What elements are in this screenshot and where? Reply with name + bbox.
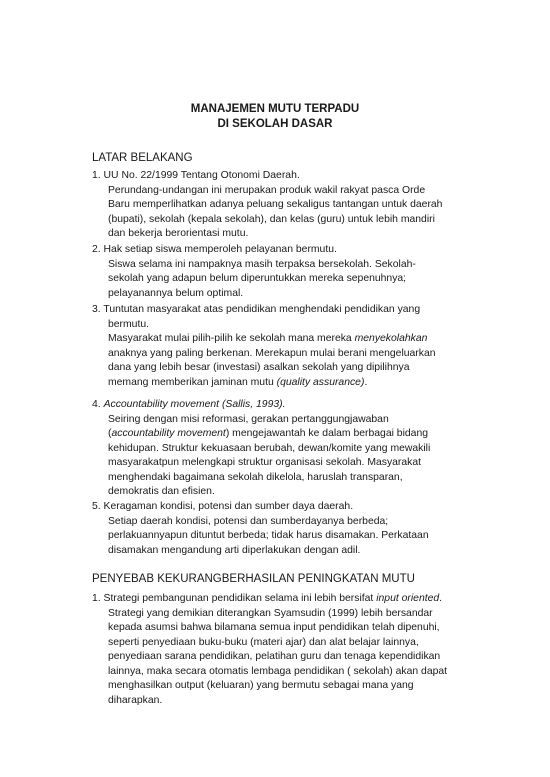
paragraph-line: diharapkan. xyxy=(108,694,163,706)
paragraph-line xyxy=(92,332,462,347)
paragraph-line: anaknya yang paling berkenan. Merekapun mulai berani mengeluarkan xyxy=(108,347,436,359)
paragraph-line: seperti penyediaan buku-buku (materi ajar) dan alat belajar lainnya, xyxy=(108,636,419,648)
text-run: . xyxy=(439,593,443,604)
document-title-line-1: MANAJEMEN MUTU TERPADU xyxy=(190,103,360,115)
list-item-1 xyxy=(92,169,462,242)
list-item-4 xyxy=(92,398,462,500)
paragraph-line: kepada asumsi bahwa bilamana semua input pendidikan telah dipenuhi, xyxy=(108,622,440,633)
list-item-heading: 3. Tuntutan masyarakat atas pendidikan menghendaki pendidikan yang xyxy=(92,304,421,315)
text-run: ( xyxy=(108,428,112,439)
paragraph-line: dana yang lebih besar (investasi) asalkan sekolah yang dipilihnya xyxy=(108,362,410,373)
section-heading-penyebab: PENYEBAB KEKURANGBERHASILAN PENINGKATAN MUTU xyxy=(92,573,415,585)
document-title-line-2: DI SEKOLAH DASAR xyxy=(217,118,333,130)
paragraph-line: perlakuannyapun dituntut berbeda; tidak harus disamakan. Perkataan xyxy=(108,530,429,541)
list-item-5 xyxy=(92,500,462,558)
paragraph-line: menghasilkan output (keluaran) yang bermutu sebagai mana yang xyxy=(108,680,414,691)
paragraph-line: sekolah yang adapun belum diperuntukkan mereka sepenuhnya; xyxy=(108,273,407,284)
list-item-heading: 5. Keragaman kondisi, potensi dan sumber daya daerah. xyxy=(92,501,354,512)
text-run: . xyxy=(364,376,368,388)
italic-text-run: menyekolahkan xyxy=(354,333,428,344)
paragraph-line: demokratis dan efisien. xyxy=(108,486,215,497)
paragraph-line: menghendaki bagaimana sekolah dikelola, haruslah transparan, xyxy=(108,471,403,483)
italic-text-run: (quality assurance) xyxy=(276,376,365,388)
paragraph-line: Setiap daerah kondisi, potensi dan sumberdayanya berbeda; xyxy=(108,515,389,527)
paragraph-line: Baru memperlihatkan adanya peluang sekaligus tantangan untuk daerah xyxy=(108,199,443,210)
list-item-heading: 2. Hak setiap siswa memperoleh pelayanan bermutu. xyxy=(92,244,337,255)
list-item-heading xyxy=(92,398,462,413)
paragraph-line: disamakan mengandung arti diperlakukan dengan adil. xyxy=(108,544,361,556)
paragraph-line xyxy=(92,427,462,442)
paragraph-line: dan bekerja berorientasi mutu. xyxy=(108,228,249,239)
paragraph-line: Seiring dengan misi reformasi, gerakan pertanggungjawaban xyxy=(108,413,389,425)
paragraph-line: Siswa selama ini nampaknya masih terpaksa bersekolah. Sekolah- xyxy=(108,258,416,270)
text-run: ) mengejawantah ke dalam berbagai bidang xyxy=(225,428,429,439)
text-run: memang memberikan jaminan mutu xyxy=(108,376,277,388)
italic-text-run: accountability movement xyxy=(111,428,226,439)
list-item-heading: 1. UU No. 22/1999 Tentang Otonomi Daerah. xyxy=(92,170,300,181)
paragraph-line xyxy=(92,376,462,391)
paragraph-line: penyediaan sarana pendidikan, pelatihan guru dan tenaga kependidikan xyxy=(108,651,441,662)
list-item-2 xyxy=(92,243,462,301)
list-number: 4. xyxy=(92,399,104,410)
paragraph-line: kehidupan. Struktur kekuasaan berubah, dewan/komite yang mewakili xyxy=(108,442,431,454)
paragraph-line: lainnya, maka secara otomatis lembaga pendidikan ( sekolah) akan dapat xyxy=(108,665,448,677)
paragraph-line: Perundang-undangan ini merupakan produk wakil rakyat pasca Orde xyxy=(108,184,426,196)
italic-text-run: Accountability movement (Sallis, 1993). xyxy=(103,399,286,410)
list-item-penyebab-1 xyxy=(92,592,462,708)
italic-text-run: input oriented xyxy=(376,593,440,604)
paragraph-line: (bupati), sekolah (kepala sekolah), dan kelas (guru) untuk lebih mandiri xyxy=(108,213,435,225)
text-run: Masyarakat mulai pilih-pilih ke sekolah mana mereka xyxy=(108,333,355,344)
list-item-heading xyxy=(92,592,462,607)
section-heading-latar-belakang: LATAR BELAKANG xyxy=(92,152,193,164)
list-item-3 xyxy=(92,303,462,390)
paragraph-line: Strategi yang demikian diterangkan Syamsudin (1999) lebih bersandar xyxy=(108,607,433,619)
paragraph-line: masyarakatpun melengkapi struktur organisasi sekolah. Masyarakat xyxy=(108,457,422,468)
list-item-heading-continued: bermutu. xyxy=(108,318,150,330)
text-run: 1. Strategi pembangunan pendidikan selama ini lebih bersifat xyxy=(92,593,377,604)
paragraph-line: pelayanannya belum optimal. xyxy=(108,287,244,299)
